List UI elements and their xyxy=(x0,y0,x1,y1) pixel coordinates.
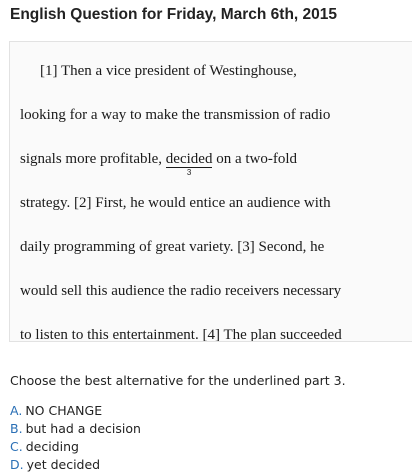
underlined-word: decided xyxy=(165,151,213,167)
option-letter: D. xyxy=(10,457,24,472)
passage-line: looking for a way to make the transmission of radio xyxy=(20,107,331,123)
passage-line xyxy=(20,150,298,177)
option-letter: B. xyxy=(10,421,23,436)
answer-options xyxy=(10,402,141,474)
option-text: but had a decision xyxy=(25,421,141,436)
question-prompt: Choose the best alternative for the underlined part 3. xyxy=(10,373,346,388)
passage-panel[interactable] xyxy=(9,41,412,342)
option-text: NO CHANGE xyxy=(25,403,103,418)
passage-text: on a two-fold xyxy=(216,151,298,167)
passage-text: signals more profitable, xyxy=(20,151,163,167)
option-b[interactable] xyxy=(10,420,141,438)
passage-line: daily programming of great variety. [3] Second, he xyxy=(20,239,325,255)
option-letter: A. xyxy=(10,403,23,418)
option-c[interactable] xyxy=(10,438,141,456)
passage-line: would sell this audience the radio receivers necessary xyxy=(20,283,342,299)
page-title: English Question for Friday, March 6th, 2015 xyxy=(10,6,338,23)
underline-number: 3 xyxy=(186,168,192,177)
option-letter: C. xyxy=(10,439,23,454)
option-d[interactable] xyxy=(10,456,141,474)
passage-line: strategy. [2] First, he would entice an audience with xyxy=(20,195,331,211)
passage-line: to listen to this entertainment. [4] The plan succeeded xyxy=(20,327,342,342)
underlined-part xyxy=(165,150,213,177)
option-a[interactable] xyxy=(10,402,141,420)
passage-line: [1] Then a vice president of Westinghouse, xyxy=(40,63,297,79)
option-text: yet decided xyxy=(26,457,101,472)
option-text: deciding xyxy=(25,439,79,454)
